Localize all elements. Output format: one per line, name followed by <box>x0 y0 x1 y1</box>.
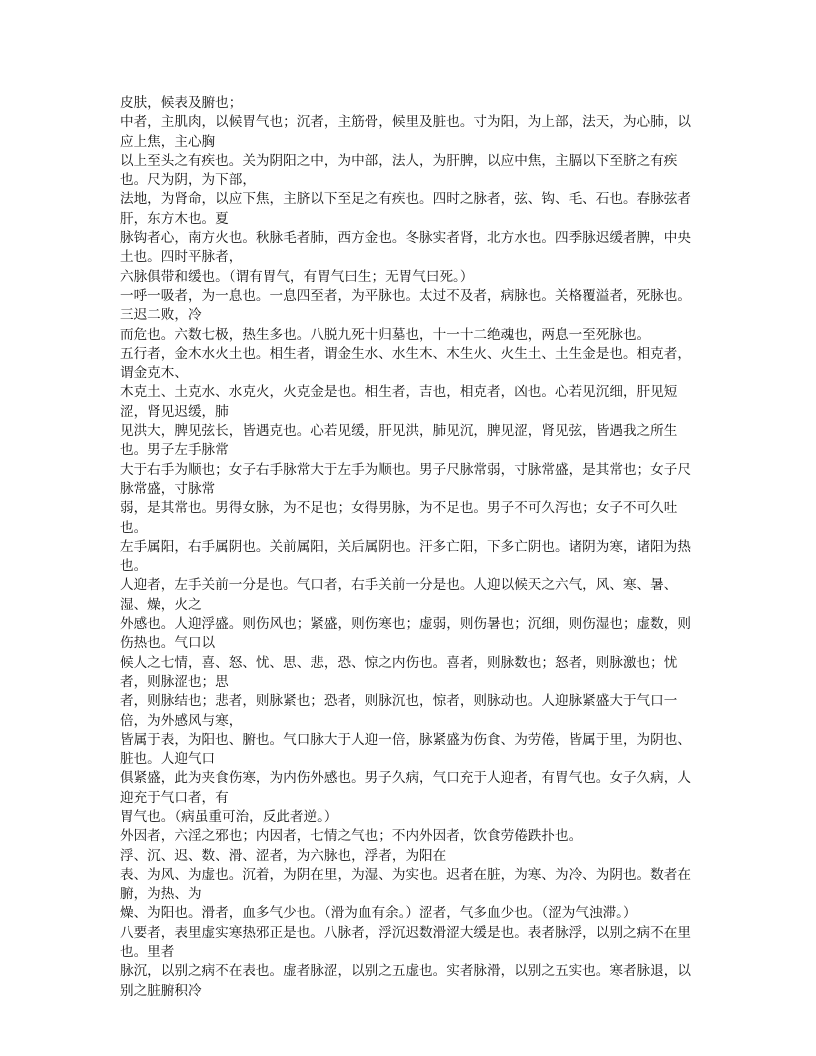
text-line-4: 法地，为肾命，以应下焦，主脐以下至足之有疾也。四时之脉者，弦、钩、毛、石也。春脉弦者肝，东方木也。夏 <box>120 191 691 227</box>
text-line-20: 俱紧盛，此为夹食伤寒，为内伤外感也。男子久病，气口充于人迎者，有胃气也。女子久病，人迎充于气口者，有 <box>120 770 691 806</box>
text-line-16: 外感也。人迎浮盛。则伤风也；紧盛，则伤寒也；虚弱，则伤暑也；沉细，则伤湿也；虚数，则伤热也。气口以 <box>120 616 691 652</box>
document-page <box>120 94 702 1001</box>
text-line-26: 八要者，表里虚实寒热邪正是也。八脉者，浮沉迟数滑涩大缓是也。表者脉浮，以别之病不在里也。里者 <box>120 924 691 961</box>
text-line-1: 皮肤，候表及腑也； <box>120 95 243 111</box>
text-line-27: 脉沉，以别之病不在表也。虚者脉涩，以别之五虚也。实者脉滑，以别之五实也。寒者脉退，以别之脏腑积冷 <box>120 963 691 999</box>
text-line-8: 而危也。六数七极，热生多也。八脱九死十归墓也，十一十二绝魂也，两息一至死脉也。 <box>120 326 651 343</box>
text-line-5: 脉钩者心，南方火也。秋脉毛者肺，西方金也。冬脉实者肾，北方水也。四季脉迟缓者脾，中央土也。四时平脉者， <box>120 230 691 266</box>
text-line-15: 人迎者，左手关前一分是也。气口者，右手关前一分是也。人迎以候天之六气，风、寒、暑、湿、燥，火之 <box>120 577 678 613</box>
text-line-19: 皆属于表，为阳也、腑也。气口脉大于人迎一倍，脉紧盛为伤食、为劳倦，皆属于里，为阴也、脏也。人迎气口 <box>120 731 691 768</box>
text-line-7: 一呼一吸者，为一息也。一息四至者，为平脉也。太过不及者，病脉也。关格覆溢者，死脉也。三迟二败，冷 <box>120 287 691 324</box>
text-line-13: 弱，是其常也。男得女脉，为不足也；女得男脉，为不足也。男子不可久泻也；女子不可久吐也。 <box>120 500 678 536</box>
text-line-21: 胃气也。（病虽重可治，反此者逆。） <box>120 808 338 825</box>
text-line-25: 燥、为阳也。滑者，血多气少也。（滑为血有余。）涩者，气多血少也。（涩为气浊滞。） <box>120 905 637 922</box>
text-line-3: 以上至头之有疾也。关为阴阳之中，为中部，法人，为肝脾，以应中焦，主膈以下至脐之有疾也。尺为阴，为下部， <box>120 152 678 189</box>
text-line-9: 五行者，金木水火土也。相生者，谓金生水、水生木、木生火、火生土、土生金是也。相克者，谓金克木、 <box>120 345 691 382</box>
text-line-23: 浮、沉、迟、数、滑、涩者，为六脉也，浮者，为阳在 <box>120 847 447 864</box>
text-line-10: 木克土、土克水、水克火，火克金是也。相生者，吉也，相克者，凶也。心若见沉细，肝见短涩，肾见迟缓，肺 <box>120 384 678 420</box>
text-line-12: 大于右手为顺也；女子右手脉常大于左手为顺也。男子尺脉常弱，寸脉常盛，是其常也；女子尺脉常盛，寸脉常 <box>120 461 691 497</box>
text-line-22: 外因者，六淫之邪也；内因者，七情之气也；不内外因者，饮食劳倦跌扑也。 <box>120 828 583 845</box>
text-line-14: 左手属阳，右手属阴也。关前属阳，关后属阴也。汗多亡阳，下多亡阴也。诸阴为寒，诸阳为热也。 <box>120 538 691 575</box>
text-line-17: 候人之七情，喜、怒、忧、思、悲，恐、惊之内伤也。喜者，则脉数也；怒者，则脉激也；忧者，则脉涩也；思 <box>120 654 678 690</box>
text-line-2: 中者，主肌肉，以候胃气也；沉者，主筋骨，候里及脏也。寸为阳，为上部，法天，为心肺，以应上焦，主心胸 <box>120 114 691 150</box>
text-line-18: 者，则脉结也；悲者，则脉紧也；恐者，则脉沉也，惊者，则脉动也。人迎脉紧盛大于气口一倍，为外感风与寒， <box>120 693 678 729</box>
text-line-6: 六脉俱带和缓也。（谓有胃气，有胃气曰生；无胃气曰死。） <box>120 268 474 285</box>
text-line-11: 见洪大，脾见弦长，皆遇克也。心若见缓，肝见洪，肺见沉，脾见涩，肾见弦，皆遇我之所生也。男子左手脉常 <box>120 423 678 459</box>
text-line-24: 表、为风、为虚也。沉着，为阴在里，为湿、为实也。迟者在脏，为寒、为冷、为阴也。数者在腑，为热、为 <box>120 866 691 903</box>
